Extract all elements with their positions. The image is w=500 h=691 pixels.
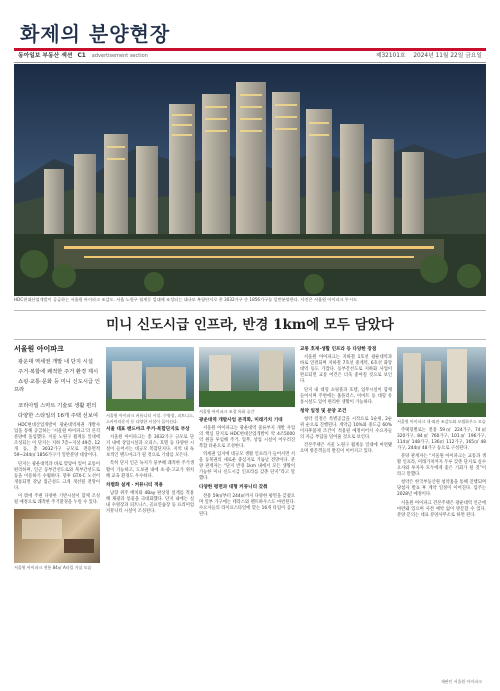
issue-number: 제32101호: [375, 53, 406, 59]
body-paragraph: 청약은 한국부동산원 청약홈을 통해 진행되며 당첨자 발표 후 계약 일정이 이어진다. 입주는 2028년 예정이다.: [397, 480, 486, 498]
body-paragraph: 이 밖에 주변 다양한 기반시설이 함께 조성될 예정으로 쾌적한 주거환경을 누릴 수 있다.: [14, 494, 100, 506]
column-4: [300, 344, 392, 458]
hero-caption: HDC현대산업개발이 공급하는 서울원 아이파크 조감도. 서울 노원구 월계동 일대에 조성되는 대규모 복합단지로 총 3032가구 중 1856가구를 일반분양한다. 사진은 서울원 아이파크 투시도: [14, 297, 358, 302]
lede-item: 쇼핑·교통·문화 등 미니 신도시급 인프라: [14, 379, 100, 393]
body-paragraph: 역세권 입지에 대규모 생활 인프라가 들어서면 서울 동북권의 새로운 중심지로 거듭날 전망이다. 분양 관계자는 “단지 반경 1km 내에서 모든 생활이 가능한 미니 신도시급 인프라를 갖춘 단지”라고 말했다.: [199, 451, 295, 482]
body-paragraph: 견본주택은 서울 노원구 월계동 일대에 마련됐으며 방문객들의 발길이 이어지고 있다.: [300, 443, 392, 455]
interior-caption: 서울원 아이파크 전용 84㎡ A타입 거실 모습: [14, 565, 92, 571]
body-paragraph: HDC현대산업개발이 광운대역세권 개발사업을 통해 공급하는 ‘서울원 아이파크’의 본격 분양에 돌입했다. 서울 노원구 월계동 일대에 조성되는 이 단지는 지하 7층~지상 49층, 12개 동, 총 3032가구 규모로 전용면적 59~244㎡ 1856가구가 일반분양 대상이다.: [14, 423, 100, 459]
body-paragraph: 분양 관계자는 “서울원 아이파크는 교통과 생활 인프라, 미래가치까지 두루 갖춘 단지로 실수요자와 투자자 모두에게 좋은 기회가 될 것”이라고 말했다.: [397, 453, 486, 478]
landscape-caption: 서울원 아이파크 조경 특화 공간: [199, 409, 255, 414]
exterior-photo: [397, 347, 486, 417]
page-title: 화제의 분양현장: [20, 22, 171, 46]
body-paragraph: 특히 단지 인근 녹지가 풍부해 쾌적한 주거생활이 가능하고, 도보권 내에 초·중·고교가 위치해 교육 환경도 우수하다.: [106, 461, 194, 479]
hero-rendering-image: [14, 64, 486, 296]
subhead: 차별화 설계 · 커뮤니티 적용: [106, 482, 163, 488]
body-paragraph: 남향 위주 배치와 4Bay 판상형 설계를 적용해 채광과 통풍을 극대화했다. 단지 내에는 실내 수영장과 피트니스, 골프연습장 등 프리미엄 커뮤니티 시설이 조성된다.: [106, 490, 194, 515]
community-photo: [106, 347, 194, 411]
body-paragraph: 청약 일정은 특별공급을 시작으로 1순위, 2순위 순으로 진행된다. 계약금 10%와 중도금 60% 이자후불제 조건이 적용될 예정이어서 수요자들의 자금 부담을 덜어줄 것으로 보인다.: [300, 416, 392, 441]
ad-label: advertisement section: [91, 53, 148, 59]
body-paragraph: 서울원 아이파크는 광운대역 물류부지 개발 사업의 핵심 단지로 HDC현대산업개발이 약 4조5000억 원을 투입해 주거, 업무, 상업 시설이 어우러진 복합 타운으로 조성한다.: [199, 425, 295, 449]
exterior-caption: 서울원 아이파크 내·외관 조감도와 모델하우스 모습: [397, 419, 486, 424]
lede-item: 광운대 역세권 개발 내 단지 시설: [18, 359, 93, 365]
headline: [14, 310, 486, 340]
subhead: 다양한 평면과 대형 커뮤니티 갖춰: [199, 485, 268, 491]
column-2: [106, 344, 194, 517]
footer-credit: 재판인 서울원 아이파크: [440, 679, 482, 684]
interior-photo: [14, 509, 100, 563]
column-1: [14, 344, 100, 574]
project-name: 서울원 아이파크: [14, 344, 64, 353]
lede-list: [14, 358, 100, 420]
lede-item: 주거·복합에 쾌적한 주거 환경 제시: [18, 369, 99, 375]
subhead: 광운대역 개발사업 본격화, 미래가치 기대: [199, 417, 283, 423]
column-5: [397, 344, 486, 521]
lede-item: 코리아빌 스마트 기술로 생활 편의: [18, 403, 97, 409]
masthead: [14, 10, 486, 50]
section-label: [18, 51, 148, 61]
hero-rendering: [14, 64, 486, 296]
landscape-photo: [199, 347, 295, 407]
issue-date: [370, 51, 482, 61]
subhead: 청약 일정 및 분양 조건: [300, 408, 347, 414]
section-code: C1: [77, 53, 86, 59]
subhead: 서울 대표 랜드마크 주거·복합단지로 부상: [106, 427, 190, 432]
publication-date: 2024년 11월 22일 금요일: [413, 53, 482, 59]
column-3: [199, 344, 295, 520]
body-paragraph: 서울원 아이파크는 총 3032가구 규모로 단지 내에 상업시설과 오피스, 호텔 등 다양한 시설이 들어서는 대규모 복합단지다. 지역 내 독보적인 랜드마크가 될 것으로 기대를 모은다.: [106, 435, 194, 459]
headline-text: 미니 신도시급 인프라, 반경 1km에 모두 담았다: [106, 317, 394, 333]
subhead: 교통 호재·생활 인프라 등 다양한 장점: [300, 347, 377, 352]
body-paragraph: 주택형별로는 전용 59㎡ 224가구, 74㎡ 320가구, 84㎡ 760가구, 101㎡ 196가구, 114㎡ 148가구, 136㎡ 112가구, 165㎡ 48가구, 244㎡ 48가구 등으로 구성된다.: [397, 427, 486, 451]
body-paragraph: 단지는 광운대역과 바로 맞닿아 있어 교통이 편리하며, 인근 동부간선도로와 북부간선도로 등을 이용하기 수월하다. 향후 GTX-C 노선이 개통되면 강남 접근성도 크게 개선될 전망이다.: [14, 461, 100, 491]
body-paragraph: 전용 59㎡부터 244㎡까지 다양한 평면을 갖췄으며 일부 가구에는 테라스와 펜트하우스도 마련된다. 수요자들의 라이프스타일에 맞는 16개 타입이 공급된다.: [199, 493, 295, 517]
body-paragraph: 서울원 아이파크는 지하철 1호선 광운대역과 바로 연결되며 지하철 7호선 중계역, 6호선 화랑대역 등도 가깝다. 동부간선도로 지하화 사업이 완료되면 교통 여건은 더욱 좋아질 것으로 보인다.: [300, 355, 392, 385]
community-caption: 서울원 아이파크 커뮤니티 시설. 수영장, 피트니스, 스카이라운지 등 다양한 시설이 들어선다.: [106, 413, 194, 424]
paper-name: 동아일보 부동산 섹션: [18, 53, 73, 59]
lede-item: 다양한 스타일의 16개 주택 선보여: [18, 413, 98, 419]
subheader-rule: [14, 62, 486, 63]
body-paragraph: 단지 내 대형 쇼핑몰과 호텔, 업무시설이 함께 들어서며 주변에는 홈플러스, 이마트 등 대형 유통시설도 있어 편리한 생활이 가능하다.: [300, 387, 392, 405]
body-paragraph: 서울원 아이파크 견본주택은 광운대역 인근에 마련돼 있으며 사전 예약 없이 방문할 수 있다. 분양 문의는 대표 분양사무소로 하면 된다.: [397, 500, 486, 518]
